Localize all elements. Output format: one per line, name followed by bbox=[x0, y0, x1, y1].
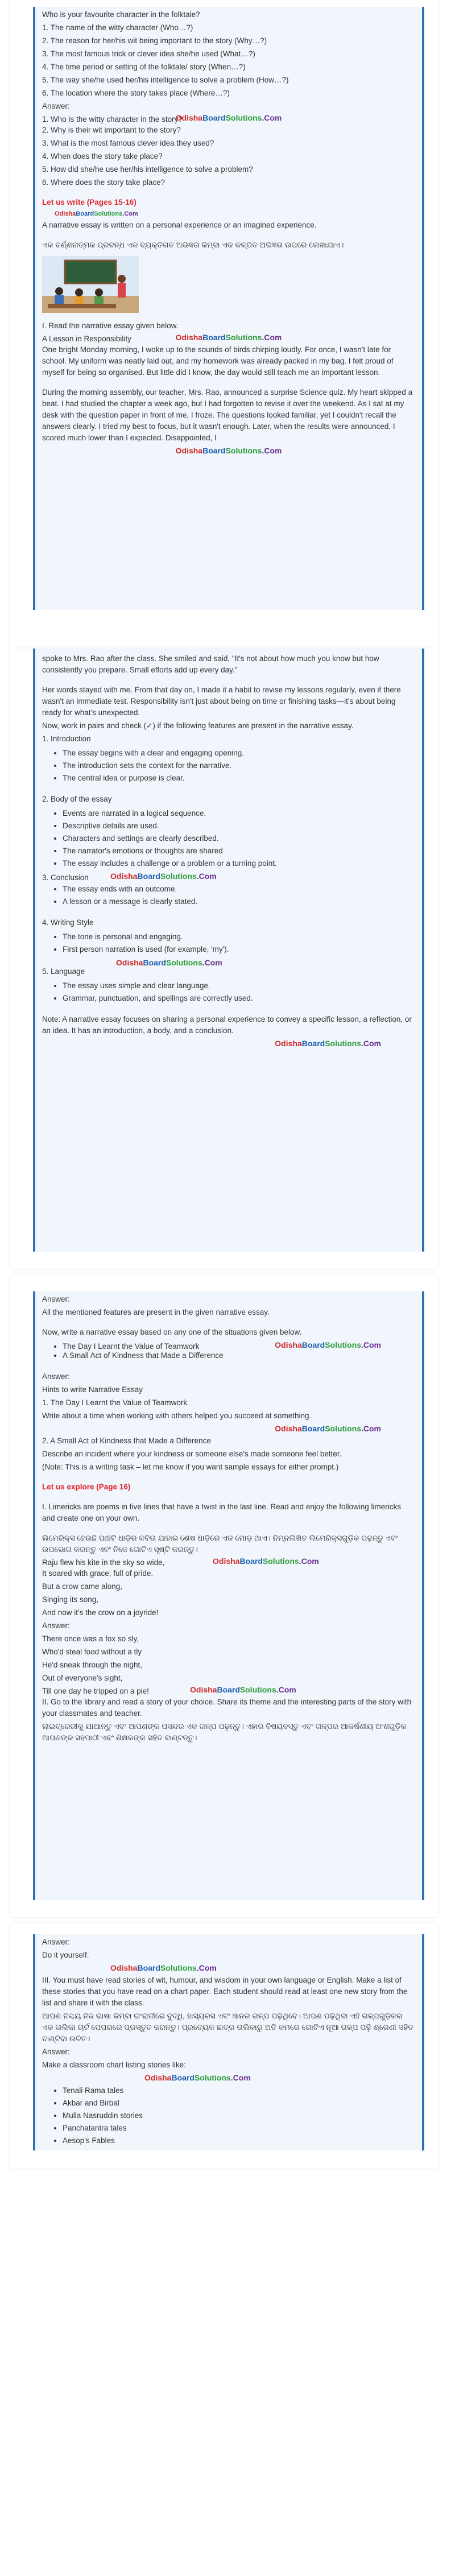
answer-text: Do it yourself. bbox=[42, 1951, 89, 1959]
list-item: • The essay ends with an outcome. bbox=[63, 883, 415, 895]
odia-note: ଲାଇବ୍ରେରୀକୁ ଯାଆନ୍ତୁ ଏବଂ ଆପଣଙ୍କ ପସନ୍ଦର ଏକ ଗଳ୍ପ ପଢ଼ନ୍ତୁ। ଏହାର ବିଷୟବସ୍ତୁ ଏବଂ ଗଳ୍ପର ଆକର୍ଷଣୀୟ ଅଂଶଗୁଡ଼ିକ ଆପଣଙ୍କ ସହପାଠୀ ଏବଂ ଶିକ୍ଷକଙ୍କ ସହିତ ବାଣ୍ଟନ୍ତୁ। bbox=[42, 1722, 407, 1742]
answer-item: 1. Who is the witty character in the story? bbox=[42, 115, 183, 123]
question-item: 1. The name of the witty character (Who…?) bbox=[42, 23, 193, 32]
situation-list bbox=[42, 1349, 415, 1362]
poem-line: He'd sneak through the night, bbox=[42, 1661, 142, 1669]
answer-label: Answer: bbox=[42, 2047, 70, 2056]
watermark: OdishaBoardSolutions.Com bbox=[175, 113, 282, 122]
watermark: OdishaBoardSolutions.Com bbox=[175, 333, 282, 342]
list-item: • Aesop's Fables bbox=[63, 2135, 415, 2147]
answer-item: 3. What is the most famous clever idea they used? bbox=[42, 139, 214, 147]
list-item: • The Day I Learnt the Value of Teamwork bbox=[63, 1340, 415, 1353]
poem-line: There once was a fox so sly, bbox=[42, 1634, 139, 1643]
answer-label: Answer: bbox=[42, 1372, 70, 1381]
list-item: • The essay includes a challenge or a problem or a turning point. bbox=[63, 857, 415, 870]
section-heading: Let us write (Pages 15-16) bbox=[42, 198, 136, 207]
task-text: I. Limericks are poems in five lines that have a twist in the last line. Read and enjoy the following limericks and create one on your own. bbox=[42, 1502, 402, 1522]
watermark: OdishaBoardSolutions.Com bbox=[275, 1340, 381, 1349]
section-heading: Let us explore (Page 16) bbox=[42, 1483, 131, 1491]
list-title: Make a classroom chart listing stories like: bbox=[42, 2061, 186, 2069]
essay-paragraph: spoke to Mrs. Rao after the class. She smiled and said, "It's not about how much you know but how consistently you prepare. Small efforts add up every day." bbox=[42, 654, 379, 674]
task-text: Now, write a narrative essay based on any one of the situations given below. bbox=[42, 1328, 302, 1336]
poem-line: Singing its song, bbox=[42, 1595, 99, 1604]
watermark: OdishaBoardSolutions.Com bbox=[275, 1039, 381, 1048]
question-item: 2. The reason for her/his wit being important to the story (Why…?) bbox=[42, 36, 267, 45]
list-item: • Panchatantra tales bbox=[63, 2122, 415, 2135]
list-item: • The introduction sets the context for the narrative. bbox=[63, 759, 415, 772]
question-item: 4. The time period or setting of the folktale/ story (When…?) bbox=[42, 63, 246, 71]
answer-item: 6. Where does the story take place? bbox=[42, 178, 166, 187]
answer-item: 5. How did she/he use her/his intelligence to solve a problem? bbox=[42, 165, 253, 174]
feature-list bbox=[42, 807, 415, 870]
task-text: III. You must have read stories of wit, humour, and wisdom in your own language or English. Make a list of these stories that you have read on a chart paper. Each student should read at least one new story from the list and share it with the class. bbox=[42, 1976, 408, 2007]
task-text: II. Go to the library and read a story of your choice. Share its theme and the interesting parts of the story with your classmates and teacher. bbox=[42, 1698, 412, 1718]
story-list bbox=[42, 2084, 415, 2147]
question-item: 3. The most famous trick or clever idea she/he used (What…?) bbox=[42, 49, 255, 58]
watermark: OdishaBoardSolutions.Com bbox=[55, 210, 138, 217]
feature-heading: 1. Introduction bbox=[42, 734, 91, 743]
content-panel-2 bbox=[33, 649, 424, 1252]
poem-line: Who'd steal food without a tly bbox=[42, 1648, 142, 1656]
list-item: • The essay uses simple and clear language. bbox=[63, 980, 415, 992]
question-intro: Who is your favourite character in the folktale? bbox=[42, 10, 200, 19]
list-item: • Mulla Nasruddin stories bbox=[63, 2109, 415, 2122]
hint-title: 2. A Small Act of Kindness that Made a Difference bbox=[42, 1436, 211, 1445]
watermark: OdishaBoardSolutions.Com bbox=[213, 1557, 319, 1566]
list-item: • The narrator's emotions or thoughts are shared bbox=[63, 845, 415, 857]
question-item: 6. The location where the story takes place (Where…?) bbox=[42, 89, 230, 97]
list-item: • Grammar, punctuation, and spellings are correctly used. bbox=[63, 992, 415, 1005]
odia-note: ଲିମେରିକ୍ସ ହେଉଛି ପାଞ୍ଚଟି ଧାଡ଼ିର କବିତା ଯାହାର ଶେଷ ଧାଡ଼ିରେ ଏକ ମୋଡ଼ ଥାଏ। ନିମ୍ନଲିଖିତ ଲିମେରିକ୍ସଗୁଡ଼ିକ ପଢ଼ନ୍ତୁ ଏବଂ ଉପଭୋଗ କରନ୍ତୁ ଏବଂ ନିଜେ ଗୋଟିଏ ସୃଷ୍ଟି କରନ୍ତୁ। bbox=[42, 1534, 398, 1554]
feature-heading: 3. Conclusion bbox=[42, 873, 89, 882]
hint-text: Write about a time when working with others helped you succeed at something. bbox=[42, 1411, 312, 1420]
watermark: OdishaBoardSolutions.Com bbox=[175, 446, 282, 455]
watermark: OdishaBoardSolutions.Com bbox=[144, 2073, 251, 2082]
list-item: • First person narration is used (for example, 'my'). bbox=[63, 943, 415, 956]
poem-line: Out of everyone's sight, bbox=[42, 1674, 123, 1682]
answer-text: All the mentioned features are present in the given narrative essay. bbox=[42, 1308, 270, 1316]
list-item: • The essay begins with a clear and engaging opening. bbox=[63, 747, 415, 759]
feature-heading: 2. Body of the essay bbox=[42, 795, 112, 803]
hint-note: (Note: This is a writing task – let me know if you want sample essays for either prompt.) bbox=[42, 1463, 339, 1471]
feature-list bbox=[42, 747, 415, 785]
feature-list bbox=[42, 931, 415, 956]
poem-line: But a crow came along, bbox=[42, 1582, 123, 1591]
answer-label: Answer: bbox=[42, 1621, 70, 1630]
watermark: OdishaBoardSolutions.Com bbox=[116, 958, 222, 967]
odia-note: ଏକ ବର୍ଣ୍ଣନାତ୍ମକ ପ୍ରବନ୍ଧ ଏକ ବ୍ୟକ୍ତିଗତ ଅଭିଜ୍ଞତା କିମ୍ବା ଏକ କଳ୍ପିତ ଅଭିଜ୍ଞତା ଉପରେ ଲେଖାଯାଏ। bbox=[42, 241, 344, 249]
essay-paragraph: During the morning assembly, our teacher, Mrs. Rao, announced a surprise Science quiz. My heart skipped a beat. I had studied the chapter a week ago, but I had forgotten to revise it over the weekend. As I sat at my desk with the question paper in front of me, I froze. The questions looked familiar, yet I couldn't recall the answers clearly. I tried my best to focus, but it wasn't enough. Later, when the results were announced, I scored much lower than I expected. Disappointed, I bbox=[42, 388, 413, 442]
answer-label: Answer: bbox=[42, 1938, 70, 1946]
hint-title: 1. The Day I Learnt the Value of Teamwork bbox=[42, 1398, 188, 1407]
answer-item: 4. When does the story take place? bbox=[42, 152, 163, 160]
essay-paragraph: Her words stayed with me. From that day on, I made it a habit to revise my lessons regularly, even if there wasn't an immediate test. Responsibility isn't just about being on time or finishing tasks—it's about being ready for what's unexpected. bbox=[42, 686, 401, 717]
answer-label: Answer: bbox=[42, 102, 70, 110]
list-item: • Akbar and Birbal bbox=[63, 2097, 415, 2109]
answer-item: 2. Why is their wit important to the story? bbox=[42, 126, 181, 134]
hint-text: Describe an incident where your kindness or someone else's made someone feel better. bbox=[42, 1450, 342, 1458]
answer-label: Answer: bbox=[42, 1295, 70, 1303]
watermark: OdishaBoardSolutions.Com bbox=[110, 872, 217, 881]
instruction: I. Read the narrative essay given below. bbox=[42, 321, 179, 330]
content-panel-3 bbox=[33, 1291, 424, 1900]
essay-paragraph: One bright Monday morning, I woke up to the sounds of birds chirping loudly. For once, I wasn't late for school. My uniform was neatly laid out, and my homework was already packed in my bag. I felt proud of myself for being so organised. But little did I know, the day would still teach me an important lesson. bbox=[42, 345, 394, 377]
essay-title: A Lesson in Responsibility bbox=[42, 335, 131, 343]
poem-line: And now it's the crow on a joyride! bbox=[42, 1608, 159, 1617]
list-item: • Descriptive details are used. bbox=[63, 820, 415, 832]
feature-heading: 5. Language bbox=[42, 967, 85, 976]
list-item: • Events are narrated in a logical sequence. bbox=[63, 807, 415, 820]
content-panel-1 bbox=[33, 7, 424, 610]
list-item: • A lesson or a message is clearly stated. bbox=[63, 895, 415, 908]
note-text: Note: A narrative essay focuses on sharing a personal experience to convey a specific lesson, a reflection, or an idea. It has an introduction, a body, and a conclusion. bbox=[42, 1015, 412, 1035]
intro-text: A narrative essay is written on a personal experience or an imagined experience. bbox=[42, 221, 317, 229]
watermark: OdishaBoardSolutions.Com bbox=[110, 1963, 217, 1972]
poem-line: Till one day he tripped on a pie! bbox=[42, 1687, 149, 1695]
poem-line: Raju flew his kite in the sky so wide, bbox=[42, 1558, 165, 1567]
list-item: • Tenali Rama tales bbox=[63, 2084, 415, 2097]
list-item: • A Small Act of Kindness that Made a Difference bbox=[63, 1349, 415, 1362]
task-text: Now, work in pairs and check (✓) if the following features are present in the narrative essay. bbox=[42, 721, 354, 730]
question-item: 5. The way she/he used her/his intelligence to solve a problem (How…?) bbox=[42, 76, 289, 84]
list-item: • The central idea or purpose is clear. bbox=[63, 772, 415, 785]
list-item: • The tone is personal and engaging. bbox=[63, 931, 415, 943]
feature-list bbox=[42, 980, 415, 1005]
hints-title: Hints to write Narrative Essay bbox=[42, 1385, 143, 1394]
watermark: OdishaBoardSolutions.Com bbox=[190, 1685, 296, 1694]
feature-heading: 4. Writing Style bbox=[42, 918, 94, 927]
list-item: • Characters and settings are clearly described. bbox=[63, 832, 415, 845]
content-panel-4 bbox=[33, 1934, 424, 2150]
classroom-illustration bbox=[42, 256, 139, 313]
odia-note: ଆପଣ ନିଶ୍ଚୟ ନିଜ ଭାଷା କିମ୍ବା ଇଂରାଜୀରେ ବୁଦ୍ଧି, ହାସ୍ୟରସ ଏବଂ ଜ୍ଞାନର ଗଳ୍ପ ପଢ଼ିଥିବେ। ଆପଣ ପଢ଼ିଥିବା ଏହି ଗଳ୍ପଗୁଡ଼ିକର ଏକ ତାଲିକା ଚାର୍ଟ ପେପରରେ ପ୍ରସ୍ତୁତ କରନ୍ତୁ। ପ୍ରତ୍ୟେକ ଛାତ୍ର ତାଲିକାରୁ ଅତି କମରେ ଗୋଟିଏ ନୂଆ ଗଳ୍ପ ପଢ଼ି ଶ୍ରେଣୀ ସହିତ ବାଣ୍ଟିବା ଉଚିତ। bbox=[42, 2012, 413, 2043]
feature-list bbox=[42, 883, 415, 908]
watermark: OdishaBoardSolutions.Com bbox=[275, 1424, 381, 1433]
poem-line: It soared with grace; full of pride. bbox=[42, 1569, 154, 1578]
